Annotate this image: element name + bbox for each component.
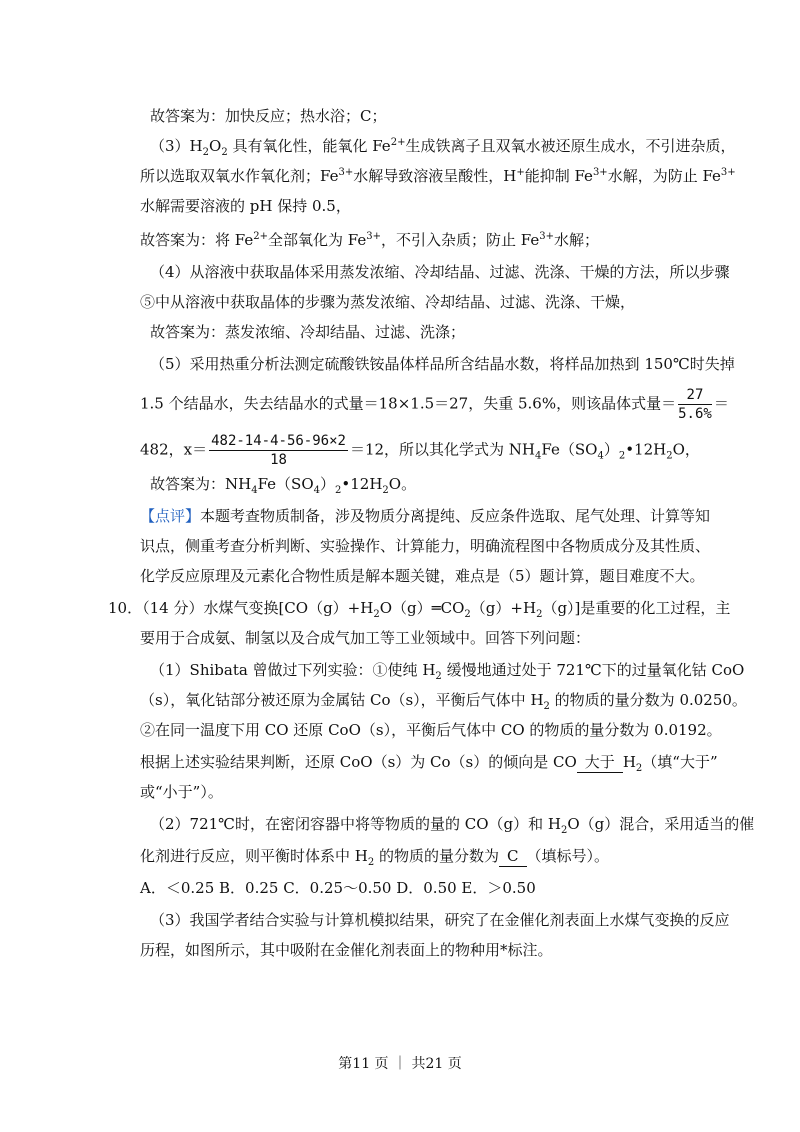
question-10-1-line-1: （1）Shibata 曾做过下列实验：①使纯 $H_2$ 缓慢地通过处于 721℃下的过量氧化钴 CoO — [150, 661, 745, 682]
page-footer: 第11 页 ｜ 共21 页 — [338, 1056, 462, 1072]
explanation-4-line-1: （4）从溶液中获取晶体采用蒸发浓缩、冷却结晶、过滤、洗涤、干燥的方法，所以步骤 — [150, 263, 730, 281]
explanation-3-line-2: 所以选取双氧水作氧化剂；$Fe^{3+}$水解导致溶液呈酸性，H+能抑制 $Fe^{3+}$水解，为防止 $Fe^{3+}$ — [140, 167, 736, 185]
comment-line-1: 【点评】本题考查物质制备，涉及物质分离提纯、反应条件选取、尾气处理、计算等知 — [140, 507, 711, 525]
question-10-1-line-5: 或“小于”）。 — [140, 783, 223, 801]
explanation-5-line-2: 1.5 个结晶水，失去结晶水的式量＝18×1.5＝27，失重 5.6%，则该晶体式量＝ $\frac{27}{5.6\%}$ ＝ — [140, 387, 729, 422]
explanation-4-line-2: ⑤中从溶液中获取晶体的步骤为蒸发浓缩、冷却结晶、过滤、洗涤、干燥， — [140, 293, 636, 311]
question-10-line-2: 要用于合成氨、制氢以及合成气加工等工业领域中。回答下列问题： — [140, 629, 591, 647]
answer-blank-1: 大于 — [577, 752, 623, 773]
question-10-1-line-3: ②在同一温度下用 CO 还原 CoO（s），平衡后气体中 CO 的物质的量分数为 0.0192。 — [140, 721, 722, 739]
explanation-5-line-3: 482，x＝ $\frac{482-14-4-56-96\times 2}{18}$ ＝12，所以其化学式为 $NH_4Fe(SO_4)_2•12H_2O$， — [140, 433, 700, 468]
question-10-3-line-1: （3）我国学者结合实验与计算机模拟结果，研究了在金催化剂表面上水煤气变换的反应 — [150, 911, 730, 929]
question-10-1-line-2: （s），氧化钴部分被还原为金属钴 Co（s），平衡后气体中 $H_2$ 的物质的量分数为 0.0250。 — [140, 691, 747, 712]
answer-line-3: 故答案为：将 $Fe^{2+}$全部氧化为 $Fe^{3+}$，不引入杂质；防止 $Fe^{3+}$水解； — [140, 231, 599, 249]
comment-tag: 【点评】 — [140, 507, 201, 525]
explanation-3-line-3: 水解需要溶液的 pH 保持 0.5， — [140, 197, 351, 215]
question-10-1-line-4: 根据上述实验结果判断，还原 CoO（s）为 Co（s）的倾向是 CO 大于 $H_2$（填“大于” — [140, 753, 718, 774]
question-10-2-line-1: （2）721℃时，在密闭容器中将等物质的量的 CO（g）和 $H_2O(g)$混合，采用适当的催 — [150, 815, 755, 836]
comment-line-3: 化学反应原理及元素化合物性质是解本题关键，难点是（5）题计算，题目难度不大。 — [140, 567, 705, 585]
answer-blank-2: C — [499, 846, 526, 867]
explanation-3-line-1: $(3)H_2O_2$ 具有氧化性，能氧化 $Fe^{2+}$生成铁离子且双氧水被还原生成水，不引进杂质， — [150, 137, 736, 158]
question-10-line-1: 10．（14 分）水煤气变换$[CO(g)+H_2O(g)═CO_2(g)+H_2(g)]$是重要的化工过程，主 — [108, 599, 731, 620]
question-10-2-options: A．＜0.25 B．0.25 C．0.25～0.50 D．0.50 E．＞0.50 — [140, 879, 536, 897]
fraction-27-over-5.6: $\frac{27}{5.6\%}$ — [678, 387, 712, 422]
question-10-3-line-2: 历程，如图所示，其中吸附在金催化剂表面上的物种用*标注。 — [140, 941, 553, 959]
question-10-2-line-2: 化剂进行反应，则平衡时体系中 $H_2$ 的物质的量分数为 C （填标号）。 — [140, 847, 610, 868]
explanation-5-line-1: （5）采用热重分析法测定硫酸铁铵晶体样品所含结晶水数，将样品加热到 150℃时失掉 — [150, 355, 735, 373]
answer-line-4: 故答案为：蒸发浓缩、冷却结晶、过滤、洗涤； — [150, 323, 466, 341]
answer-line-5: 故答案为：$NH_4Fe(SO_4)_2•12H_2O$。 — [150, 475, 417, 496]
comment-line-2: 识点，侧重考查分析判断、实验操作、计算能力，明确流程图中各物质成分及其性质、 — [140, 537, 711, 555]
answer-line-1: 故答案为：加快反应；热水浴；C； — [150, 107, 387, 125]
fraction-x-formula: $\frac{482-14-4-56-96\times 2}{18}$ — [211, 433, 346, 468]
